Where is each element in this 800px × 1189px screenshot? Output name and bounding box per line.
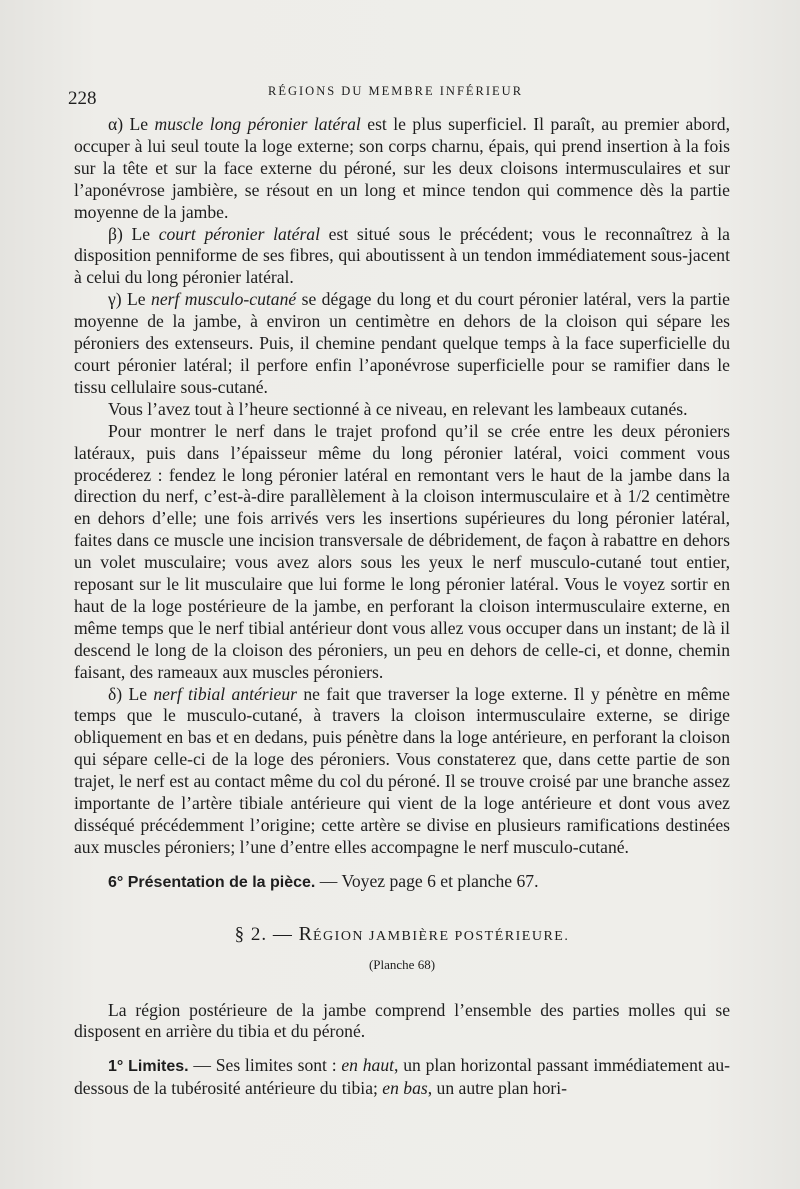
text-run: , un plan horizontal passant immédiatement au-dessous de la tubérosité antérieure du tibia; — [74, 1055, 730, 1099]
section-title — [74, 924, 730, 948]
paragraph-intro: La région postérieure de la jambe comprend l’ensemble des parties molles qui se disposent en arrière du tibia et du péroné. — [74, 999, 730, 1042]
paragraph-alpha — [74, 114, 730, 224]
term-italic: muscle long péronier latéral — [154, 114, 361, 134]
term-italic: court péronier latéral — [158, 223, 320, 244]
section-word: POSTÉRIEURE. — [454, 928, 570, 944]
text-run: est le plus superficiel. Il paraît, au premier abord, occuper à lui seul toute la loge externe; son corps charnu, épais, qui prend insertion à la fois sur la tête et sur la face externe du péroné, sur les deux cloisons intermusculaires et sur l’aponévrose jambière, se résout en un long et mince tendon qui commence dès la partie moyenne de la jambe. — [74, 114, 730, 222]
plate-reference: (Planche 68) — [368, 956, 436, 972]
paragraph-limites — [74, 1055, 730, 1100]
paragraph-gamma — [74, 289, 730, 399]
text-run: γ) Le — [108, 289, 152, 310]
text-run: se dégage du long et du court péronier latéral, vers la partie moyenne de la jambe, à environ un centimètre en dehors de la cloison qui sépare les péroniers des extenseurs. Puis, il chemine pendant quelque temps à la face superficielle du court péronier latéral; il perfore enfin l’aponévrose superficielle pour se ramifier dans le tissu cellulaire sous-cutané. — [74, 289, 730, 397]
running-title: RÉGIONS DU MEMBRE INFÉRIEUR — [268, 84, 524, 98]
text-run: est situé sous le précédent; vous le reconnaîtrez à la disposition penniforme de ses fibres, qui aboutissent à un tendon immédiatement sous-jacent à celui du long péronier latéral. — [74, 223, 730, 288]
text-run: β) Le — [108, 223, 159, 244]
section-word: JAMBIÈRE — [369, 928, 455, 944]
page-number: 228 — [68, 88, 97, 109]
text-run: — Ses limites sont : — [188, 1055, 342, 1076]
section-word: ÉGION — [313, 928, 370, 944]
page-header — [68, 80, 730, 110]
paragraph-beta — [74, 224, 730, 290]
paragraph-procedure: Pour montrer le nerf dans le trajet profond qu’il se crée entre les deux péroniers latéraux, puis dans l’épaisseur même du long péronier latéral, voici comment vous procéderez : fendez le long péronier latéral en remontant vers le haut de la jambe dans la direction du nerf, c’est-à-dire parallèlement à la cloison intermusculaire et à 1/2 centimètre en dehors d’elle; une fois arrivés vers les insertions supérieures du long péronier latéral, faites dans ce muscle une incision transversale de débridement, de façon à rabattre en dehors un volet musculaire; vous avez alors sous les yeux le nerf musculo-cutané tout entier, reposant sur le lit musculaire que lui forme le long péronier latéral. Vous le voyez sortir en haut de la loge postérieure de la jambe, en perforant la cloison intermusculaire externe, en même temps que le nerf tibial antérieur dont vous allez vous occuper dans un instant; de là il descend le long de la cloison des péroniers, un peu en dehors de celle-ci, et donne, chemin faisant, des rameaux aux muscles péroniers. — [74, 420, 730, 682]
term-italic: nerf musculo-cutané — [151, 289, 297, 310]
paragraph-delta — [74, 684, 730, 859]
text-run: ne fait que traverser la loge externe. Il y pénètre en même temps que le musculo-cutané, à travers la cloison intermusculaire externe, se dirige obliquement en bas et en dedans, puis pénètre dans la loge antérieure, en perforant la cloison qui sépare celle-ci de la loge des péroniers. Vous constaterez que, dans cette partie de son trajet, le nerf est au contact même du col du péroné. Il se trouve croisé par une branche assez importante de l’artère tibiale antérieure qui vient de la loge antérieure et dont vous avez disséqué précédemment l’origine; cette artère se divise en plusieurs ramifications destinées aux muscles péroniers; l’une d’entre elles accompagne le nerf musculo-cutané. — [74, 683, 730, 857]
subsection-heading: 1° Limites. — [108, 1058, 189, 1076]
body-text — [74, 114, 730, 1100]
paragraph-presentation — [74, 871, 730, 894]
text-run: δ) Le — [108, 683, 154, 704]
text-run: — Voyez page 6 et planche 67. — [315, 870, 539, 891]
section-prefix: § 2. — — [234, 923, 299, 945]
term-italic: en haut — [341, 1055, 395, 1076]
text-run: , un autre plan hori- — [427, 1078, 567, 1099]
subsection-heading: 6° Présentation de la pièce. — [108, 873, 316, 891]
term-italic: nerf tibial antérieur — [153, 683, 297, 704]
section-initial: R — [298, 922, 313, 945]
term-italic: en bas — [382, 1078, 428, 1099]
text-run: α) Le — [108, 114, 155, 134]
paragraph-cutanes: Vous l’avez tout à l’heure sectionné à ce niveau, en relevant les lambeaux cutanés. — [108, 398, 688, 419]
